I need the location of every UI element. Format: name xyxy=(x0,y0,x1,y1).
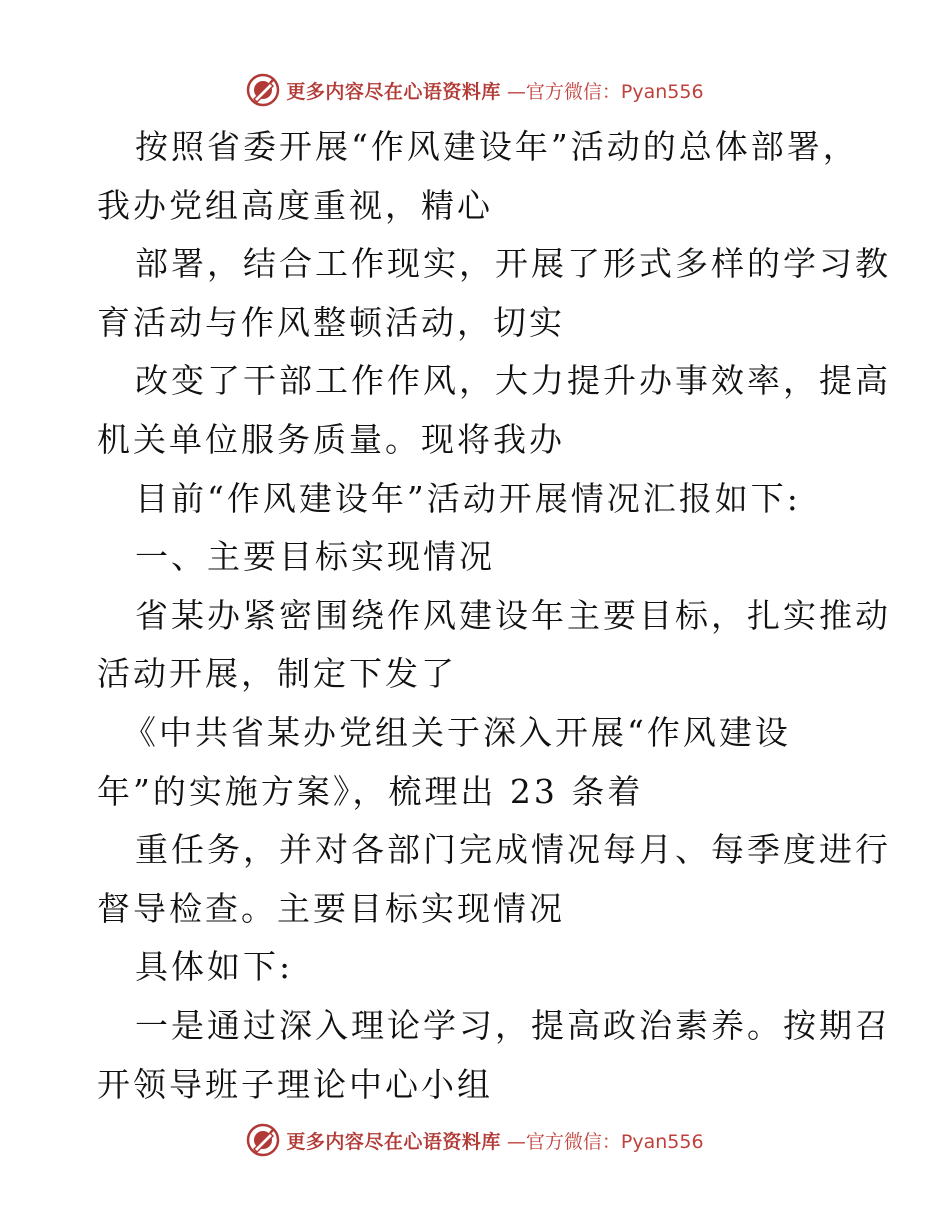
text-line: 活动开展，制定下发了 xyxy=(97,654,457,694)
text-line: 《中共省某办党组关于深入开展“作风建设 xyxy=(123,712,791,752)
text-line: 一是通过深入理论学习，提高政治素养。按期召 xyxy=(135,1005,891,1045)
text-line: 年”的实施方案》，梳理出 23 条着 xyxy=(97,771,644,811)
text-line: 改变了干部工作作风，大力提升办事效率，提高 xyxy=(135,361,891,401)
pen-logo-icon xyxy=(246,73,280,107)
text-line: 开领导班子理论中心小组 xyxy=(97,1064,493,1104)
text-line: 部署，结合工作现实，开展了形式多样的学习教 xyxy=(135,244,891,284)
watermark-text: 更多内容尽在心语资料库 xyxy=(286,1130,501,1153)
text-line: 育活动与作风整顿活动，切实 xyxy=(97,302,565,342)
text-line: 目前“作风建设年”活动开展情况汇报如下: xyxy=(135,478,801,518)
text-line: 督导检查。主要目标实现情况 xyxy=(97,888,565,928)
header-watermark xyxy=(0,70,950,110)
watermark-contact: —官方微信：Pyan556 xyxy=(506,1130,704,1153)
pen-logo-icon xyxy=(246,1123,280,1157)
section-heading: 一、主要目标实现情况 xyxy=(135,537,495,577)
text-line: 重任务，并对各部门完成情况每月、每季度进行 xyxy=(135,830,891,870)
watermark-contact: —官方微信：Pyan556 xyxy=(506,80,704,103)
text-line: 具体如下: xyxy=(135,947,294,987)
footer-watermark xyxy=(0,1120,950,1160)
document-body xyxy=(97,118,891,1114)
text-line: 我办党组高度重视，精心 xyxy=(97,185,493,225)
watermark-text: 更多内容尽在心语资料库 xyxy=(286,80,501,103)
text-line: 省某办紧密围绕作风建设年主要目标，扎实推动 xyxy=(135,595,891,635)
text-line: 机关单位服务质量。现将我办 xyxy=(97,419,565,459)
text-line: 按照省委开展“作风建设年”活动的总体部署， xyxy=(135,127,859,166)
